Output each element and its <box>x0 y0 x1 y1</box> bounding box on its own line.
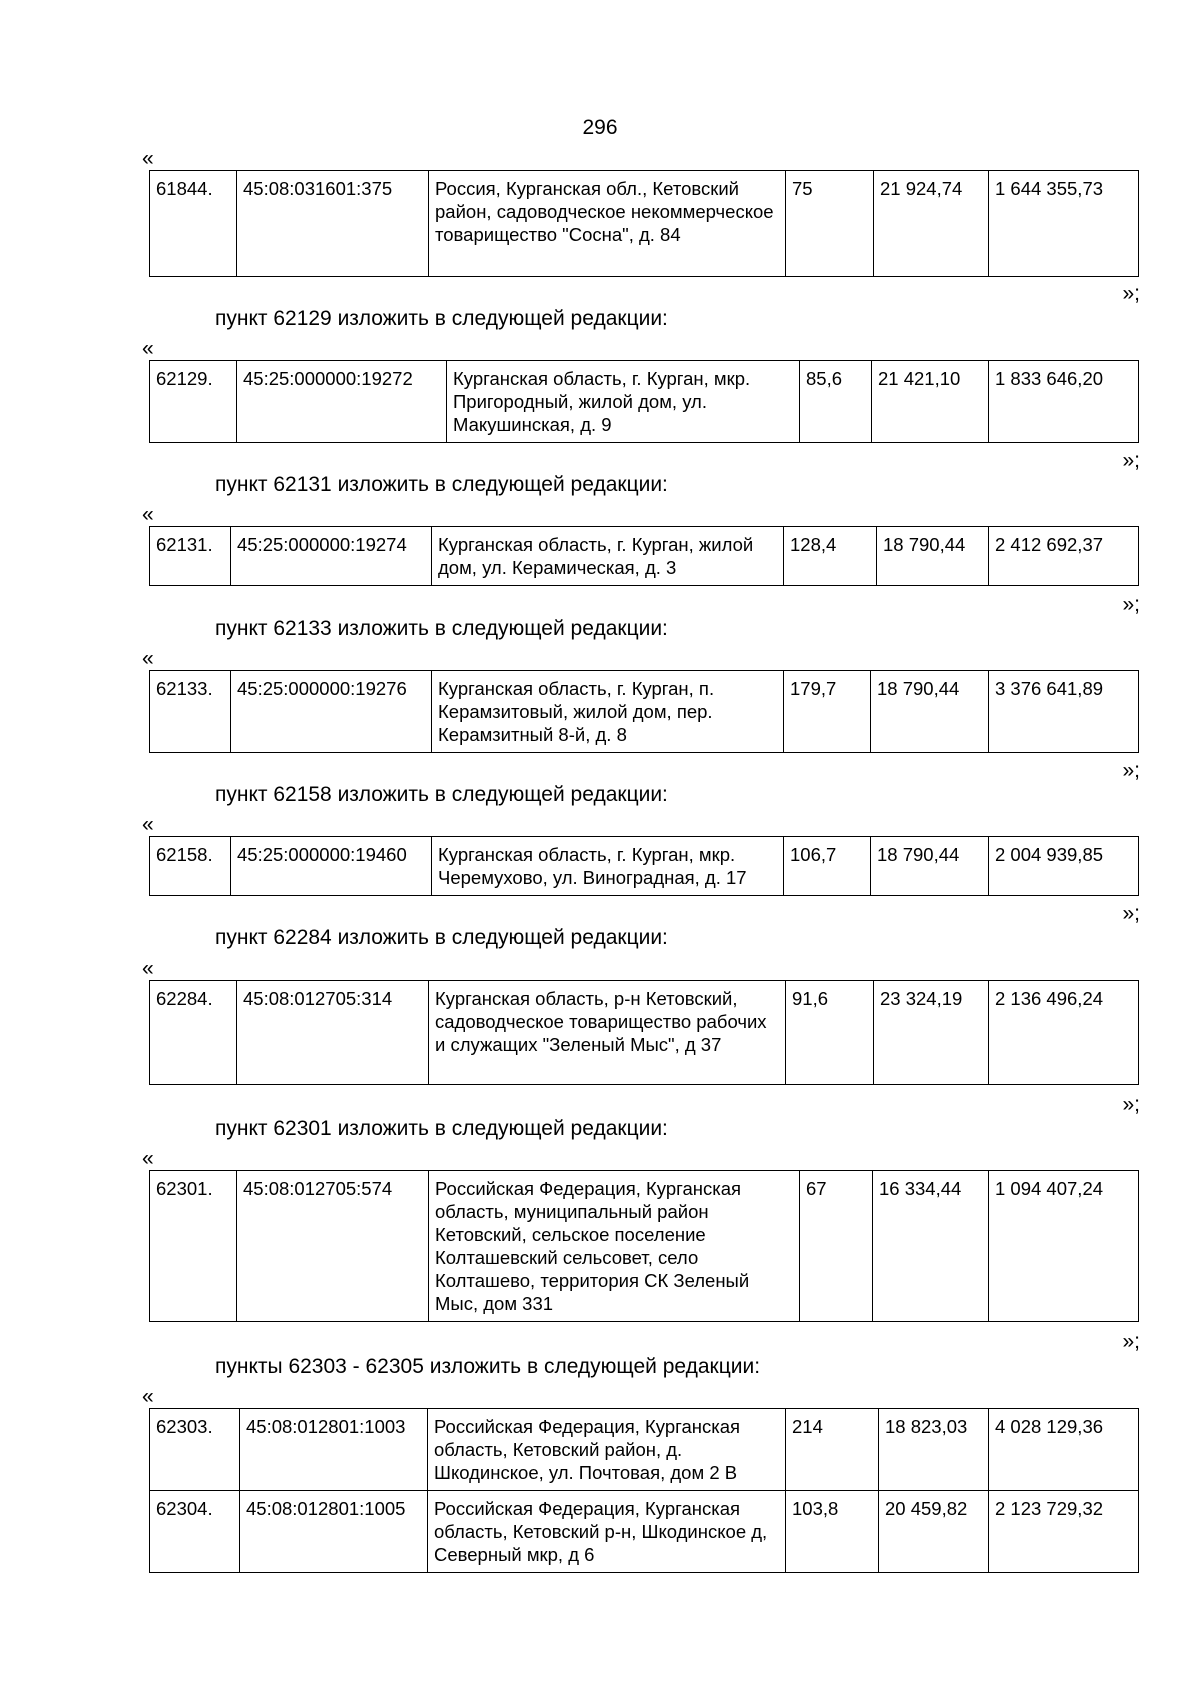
area: 214 <box>786 1409 879 1491</box>
closing-quote: »; <box>1122 282 1140 305</box>
record-table <box>149 836 1139 896</box>
area: 91,6 <box>786 981 874 1085</box>
area: 85,6 <box>800 361 872 443</box>
area: 75 <box>786 171 874 277</box>
record-table <box>149 980 1139 1085</box>
item-number: 62158. <box>150 837 231 896</box>
item-number: 62284. <box>150 981 237 1085</box>
area: 103,8 <box>786 1491 879 1573</box>
record-table <box>149 1408 1139 1573</box>
closing-quote: »; <box>1122 449 1140 472</box>
unit-value: 18 790,44 <box>871 837 989 896</box>
item-heading: пункт 62133 изложить в следующей редакции: <box>215 617 668 640</box>
item-number: 62133. <box>150 671 231 753</box>
address: Российская Федерация, Курганская область, Кетовский район, д. Шкодинское, ул. Почтовая, дом 2 В <box>428 1409 786 1491</box>
record-table <box>149 526 1139 586</box>
unit-value: 18 790,44 <box>877 527 989 586</box>
item-heading: пункт 62301 изложить в следующей редакции: <box>215 1117 668 1140</box>
table-row <box>150 171 1139 277</box>
unit-value: 18 823,03 <box>879 1409 989 1491</box>
cadastral-value: 3 376 641,89 <box>989 671 1139 753</box>
address: Россия, Курганская обл., Кетовский район, садоводческое некоммерческое товарищество "Сосна", д. 84 <box>429 171 786 277</box>
opening-quote: « <box>142 647 154 670</box>
address: Курганская область, г. Курган, мкр. Пригородный, жилой дом, ул. Макушинская, д. 9 <box>447 361 800 443</box>
item-number: 62304. <box>150 1491 240 1573</box>
cadastral-number: 45:08:031601:375 <box>237 171 429 277</box>
opening-quote: « <box>142 147 154 170</box>
item-heading: пункт 62158 изложить в следующей редакции: <box>215 783 668 806</box>
record-table <box>149 670 1139 753</box>
address: Курганская область, г. Курган, п. Керамзитовый, жилой дом, пер. Керамзитный 8-й, д. 8 <box>432 671 784 753</box>
cadastral-value: 1 094 407,24 <box>989 1171 1139 1322</box>
opening-quote: « <box>142 503 154 526</box>
table-row <box>150 361 1139 443</box>
cadastral-number: 45:08:012705:314 <box>237 981 429 1085</box>
table-row <box>150 981 1139 1085</box>
item-number: 62303. <box>150 1409 240 1491</box>
page-number: 296 <box>582 116 618 139</box>
opening-quote: « <box>142 957 154 980</box>
table-row <box>150 527 1139 586</box>
record-table <box>149 1170 1139 1322</box>
unit-value: 21 421,10 <box>872 361 989 443</box>
cadastral-number: 45:25:000000:19276 <box>231 671 432 753</box>
unit-value: 18 790,44 <box>871 671 989 753</box>
address: Российская Федерация, Курганская область, Кетовский р-н, Шкодинское д, Северный мкр, д 6 <box>428 1491 786 1573</box>
closing-quote: »; <box>1122 593 1140 616</box>
opening-quote: « <box>142 1385 154 1408</box>
closing-quote: »; <box>1122 759 1140 782</box>
unit-value: 23 324,19 <box>874 981 989 1085</box>
item-number: 62301. <box>150 1171 237 1322</box>
cadastral-number: 45:08:012801:1003 <box>240 1409 428 1491</box>
opening-quote: « <box>142 1147 154 1170</box>
item-heading: пункты 62303 - 62305 изложить в следующей редакции: <box>215 1355 761 1378</box>
cadastral-value: 2 004 939,85 <box>989 837 1139 896</box>
record-table <box>149 360 1139 443</box>
area: 179,7 <box>784 671 871 753</box>
record-table <box>149 170 1139 277</box>
item-number: 62131. <box>150 527 231 586</box>
closing-quote: »; <box>1122 1330 1140 1353</box>
item-heading: пункт 62131 изложить в следующей редакции: <box>215 473 668 496</box>
table-row <box>150 671 1139 753</box>
cadastral-number: 45:25:000000:19274 <box>231 527 432 586</box>
table-row <box>150 1171 1139 1322</box>
cadastral-value: 2 136 496,24 <box>989 981 1139 1085</box>
address: Российская Федерация, Курганская область, муниципальный район Кетовский, сельское поселение Колташевский сельсовет, село Колташево, территория СК Зеленый Мыс, дом 331 <box>429 1171 800 1322</box>
cadastral-number: 45:25:000000:19460 <box>231 837 432 896</box>
unit-value: 20 459,82 <box>879 1491 989 1573</box>
unit-value: 21 924,74 <box>874 171 989 277</box>
area: 128,4 <box>784 527 877 586</box>
cadastral-value: 4 028 129,36 <box>989 1409 1139 1491</box>
cadastral-number: 45:08:012801:1005 <box>240 1491 428 1573</box>
cadastral-number: 45:25:000000:19272 <box>237 361 447 443</box>
table-row <box>150 1491 1139 1573</box>
address: Курганская область, г. Курган, мкр. Черемухово, ул. Виноградная, д. 17 <box>432 837 784 896</box>
item-number: 62129. <box>150 361 237 443</box>
cadastral-value: 2 123 729,32 <box>989 1491 1139 1573</box>
cadastral-value: 2 412 692,37 <box>989 527 1139 586</box>
address: Курганская область, г. Курган, жилой дом, ул. Керамическая, д. 3 <box>432 527 784 586</box>
table-row <box>150 837 1139 896</box>
closing-quote: »; <box>1122 1093 1140 1116</box>
area: 67 <box>800 1171 873 1322</box>
address: Курганская область, р-н Кетовский, садоводческое товарищество рабочих и служащих "Зеленый Мыс", д 37 <box>429 981 786 1085</box>
closing-quote: »; <box>1122 902 1140 925</box>
item-number: 61844. <box>150 171 237 277</box>
item-heading: пункт 62129 изложить в следующей редакции: <box>215 307 668 330</box>
unit-value: 16 334,44 <box>873 1171 989 1322</box>
opening-quote: « <box>142 813 154 836</box>
cadastral-value: 1 833 646,20 <box>989 361 1139 443</box>
cadastral-number: 45:08:012705:574 <box>237 1171 429 1322</box>
cadastral-value: 1 644 355,73 <box>989 171 1139 277</box>
opening-quote: « <box>142 337 154 360</box>
item-heading: пункт 62284 изложить в следующей редакции: <box>215 926 668 949</box>
area: 106,7 <box>784 837 871 896</box>
table-row <box>150 1409 1139 1491</box>
